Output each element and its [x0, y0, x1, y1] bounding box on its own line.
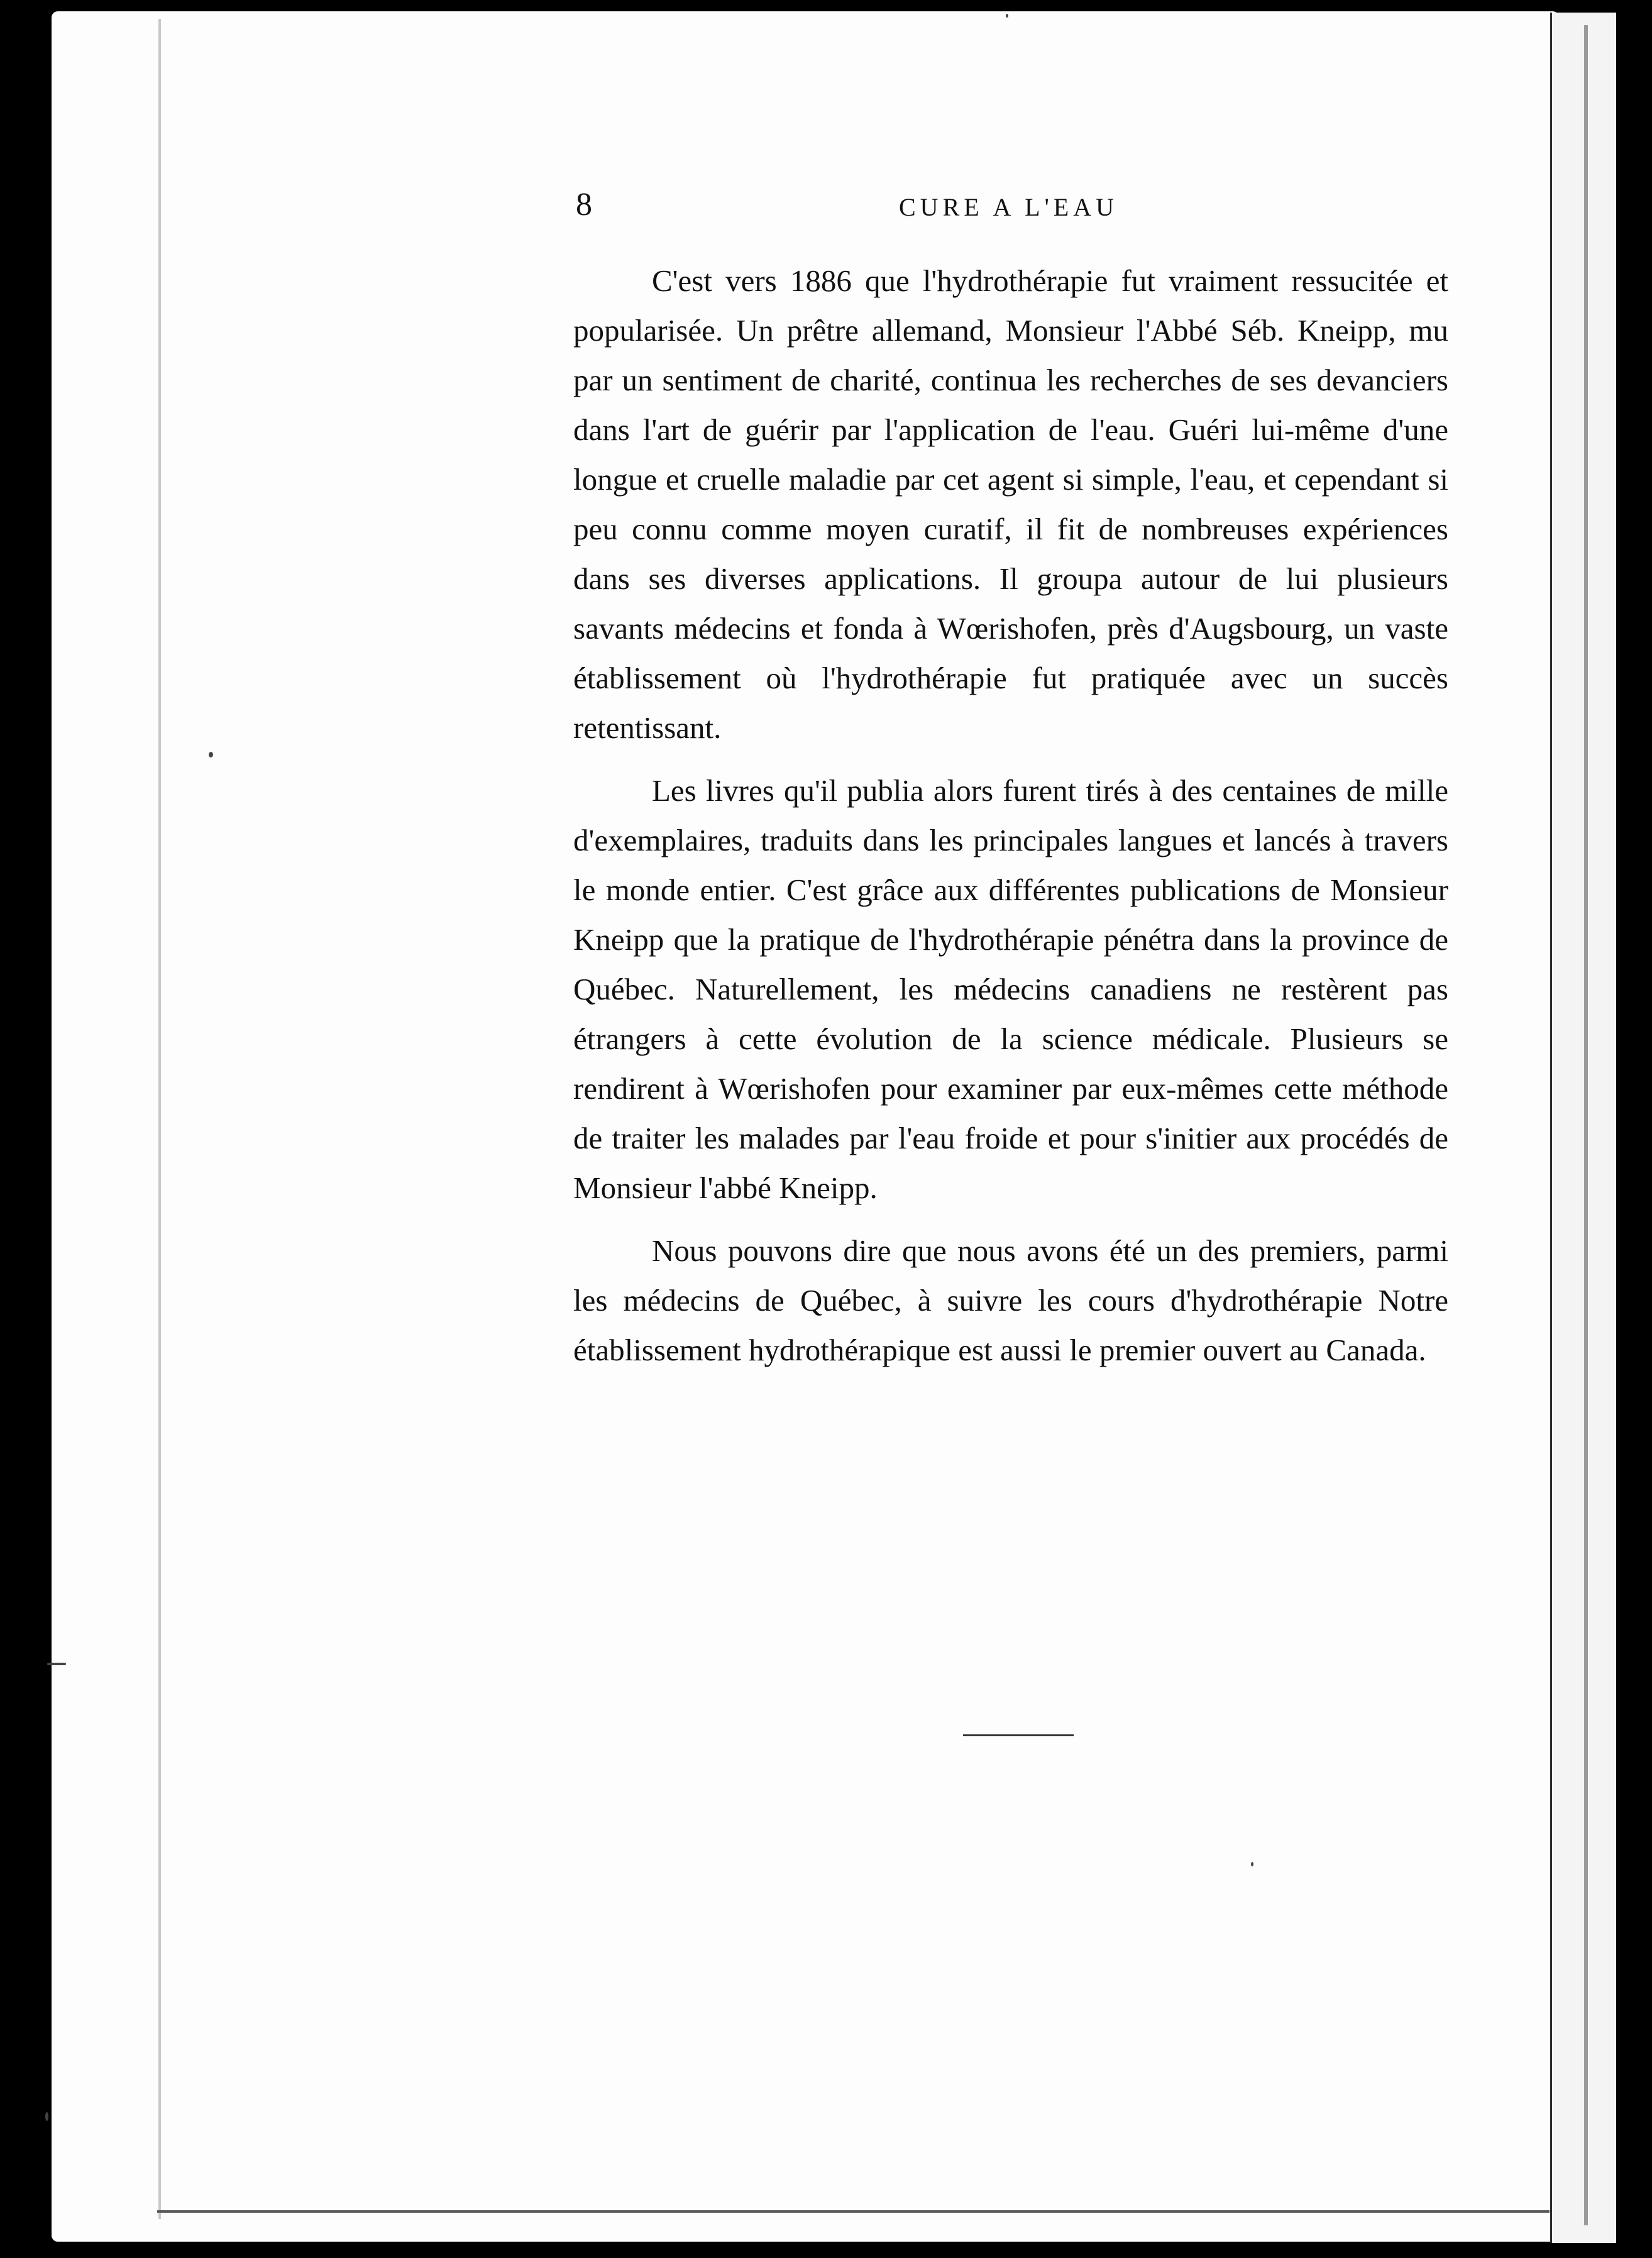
bottom-edge-line [157, 2210, 1550, 2213]
paragraph-1: C'est vers 1886 que l'hydrothérapie fut vraiment ressucitée et popularisée. Un prêtre allemand, Monsieur l'Abbé Séb. Kneipp, mu par un sentiment de charité, continua les recherches de ses devanciers dans l'art de guérir par l'application de l'eau. Guéri lui-même d'une longue et cruelle maladie par cet agent si simple, l'eau, et cependant si peu connu comme moyen curatif, il fit de nombreuses expériences dans ses diverses applications. Il groupa autour de lui plusieurs savants médecins et fonda à Wœrishofen, près d'Augsbourg, un vaste établissement où l'hydrothérapie fut pratiquée avec un succès retentissant. [573, 263, 1448, 745]
page-edge-line [1584, 25, 1588, 2225]
scan-speck [45, 2112, 48, 2121]
scan-speck [47, 1663, 66, 1665]
paragraph-3: Nous pouvons dire que nous avons été un des premiers, parmi les médecins de Québec, à suivre les cours d'hydrothérapie Notre établissement hydrothérapique est aussi le premier ouvert au Canada. [573, 1233, 1448, 1367]
page-edge [1550, 13, 1616, 2243]
page-number: 8 [576, 187, 592, 223]
scan-speck [1251, 1862, 1253, 1866]
scan-speck [1006, 14, 1008, 18]
paragraph-2: Les livres qu'il publia alors furent tirés à des centaines de mille d'exemplaires, traduits dans les principales langues et lancés à travers le monde entier. C'est grâce aux différentes publications de Monsieur Kneipp que la pratique de l'hydrothérapie pénétra dans la province de Québec. Naturellement, les médecins canadiens ne restèrent pas étrangers à cette évolution de la science médicale. Plusieurs se rendirent à Wœrishofen pour examiner par eux-mêmes cette méthode de traiter les malades par l'eau froide et pour s'initier aux procédés de Monsieur l'abbé Kneipp. [573, 773, 1448, 1205]
section-end-rule [963, 1734, 1074, 1736]
running-title: CURE A L'EAU [899, 193, 1118, 221]
margin-shadow-line [158, 19, 161, 2219]
scan-speck [209, 752, 213, 757]
body-text [573, 256, 1448, 1375]
